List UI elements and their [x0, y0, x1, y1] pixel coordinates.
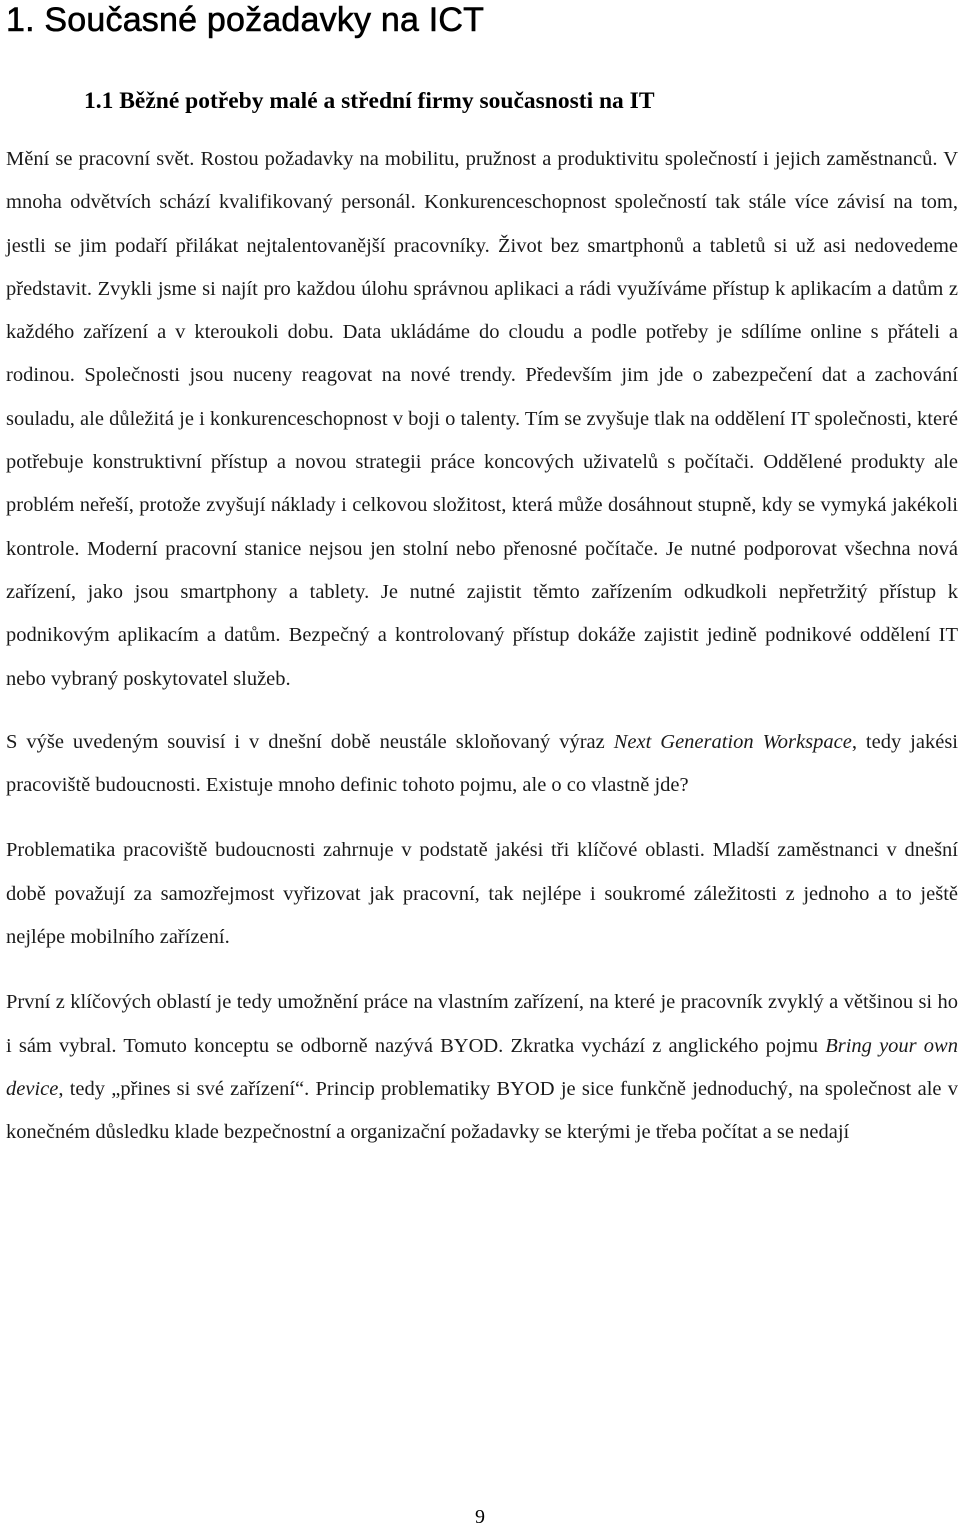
page-number: 9 — [475, 1506, 485, 1528]
paragraph-next-generation — [6, 721, 958, 808]
paragraph-byod — [6, 981, 958, 1154]
paragraph-intro: Mění se pracovní svět. Rostou požadavky na mobilitu, pružnost a produktivitu společností i jejich zaměstnanců. V mnoha odvětvích schází kvalifikovaný personál. Konkurenceschopnost společností tak stále více závisí na tom, jestli se jim podaří přilákat nejtalentovanější pracovníky. Život bez smartphonů a tabletů si už asi nedovedeme představit. Zvykli jsme si najít pro každou úlohu správnou aplikaci a rádi využíváme přístup k aplikacím a datům z každého zařízení a v kteroukoli dobu. Data ukládáme do cloudu a podle potřeby je sdílíme online s přáteli a rodinou. Společnosti jsou nuceny reagovat na nové trendy. Především jim jde o zabezpečení dat a zachování souladu, ale důležitá je i konkurenceschopnost v boji o talenty. Tím se zvyšuje tlak na oddělení IT společnosti, které potřebuje konstruktivní přístup a novou strategii práce koncových uživatelů s počítači. Oddělené produkty ale problém neřeší, protože zvyšují náklady i celkovou složitost, která může dosáhnout stupně, kdy se vymyká jakékoli kontrole. Moderní pracovní stanice nejsou jen stolní nebo přenosné počítače. Je nutné podporovat všechna nová zařízení, jako jsou smartphony a tablety. Je nutné zajistit těmto zařízením odkudkoli nepřetržitý přístup k podnikovým aplikacím a datům. Bezpečný a kontrolovaný přístup dokáže zajistit jedině podnikové oddělení IT nebo vybraný poskytovatel služeb. — [6, 148, 958, 690]
document-page — [6, 0, 958, 1155]
section-heading: 1.1 Běžné potřeby malé a střední firmy současnosti na IT — [84, 88, 655, 114]
paragraph-key-areas: Problematika pracoviště budoucnosti zahrnuje v podstatě jakési tři klíčové oblasti. Mladší zaměstnanci v dnešní době považují za samozřejmost vyřizovat jak pracovní, tak nejlépe i soukromé záležitosti z jednoho a to ještě nejlépe mobilního zařízení. — [6, 839, 958, 949]
paragraph-text: S výše uvedeným souvisí i v dnešní době neustále skloňovaný výraz — [6, 730, 614, 753]
paragraph-text: , tedy „přines si své zařízení“. Princip problematiky BYOD je sice funkčně jednoduchý, na společnost ale v konečném důsledku klade bezpečnostní a organizační požadavky se kterými je třeba počítat a se nedají — [6, 1077, 958, 1144]
chapter-heading: 1. Současné požadavky na ICT — [6, 1, 485, 39]
paragraph-text: První z klíčových oblastí je tedy umožnění práce na vlastním zařízení, na které je pracovník zvyklý a většinou si ho i sám vybral. Tomuto konceptu se odborně nazývá BYOD. Zkratka vychází z anglického pojmu — [6, 991, 958, 1057]
paragraph-text: , tedy jakési pracoviště budoucnosti. Existuje mnoho definic tohoto pojmu, ale o co vlastně jde? — [6, 730, 958, 797]
emphasis-term: Next Generation Workspace — [613, 730, 852, 753]
emphasis-term: Bring your own device — [6, 1034, 958, 1100]
